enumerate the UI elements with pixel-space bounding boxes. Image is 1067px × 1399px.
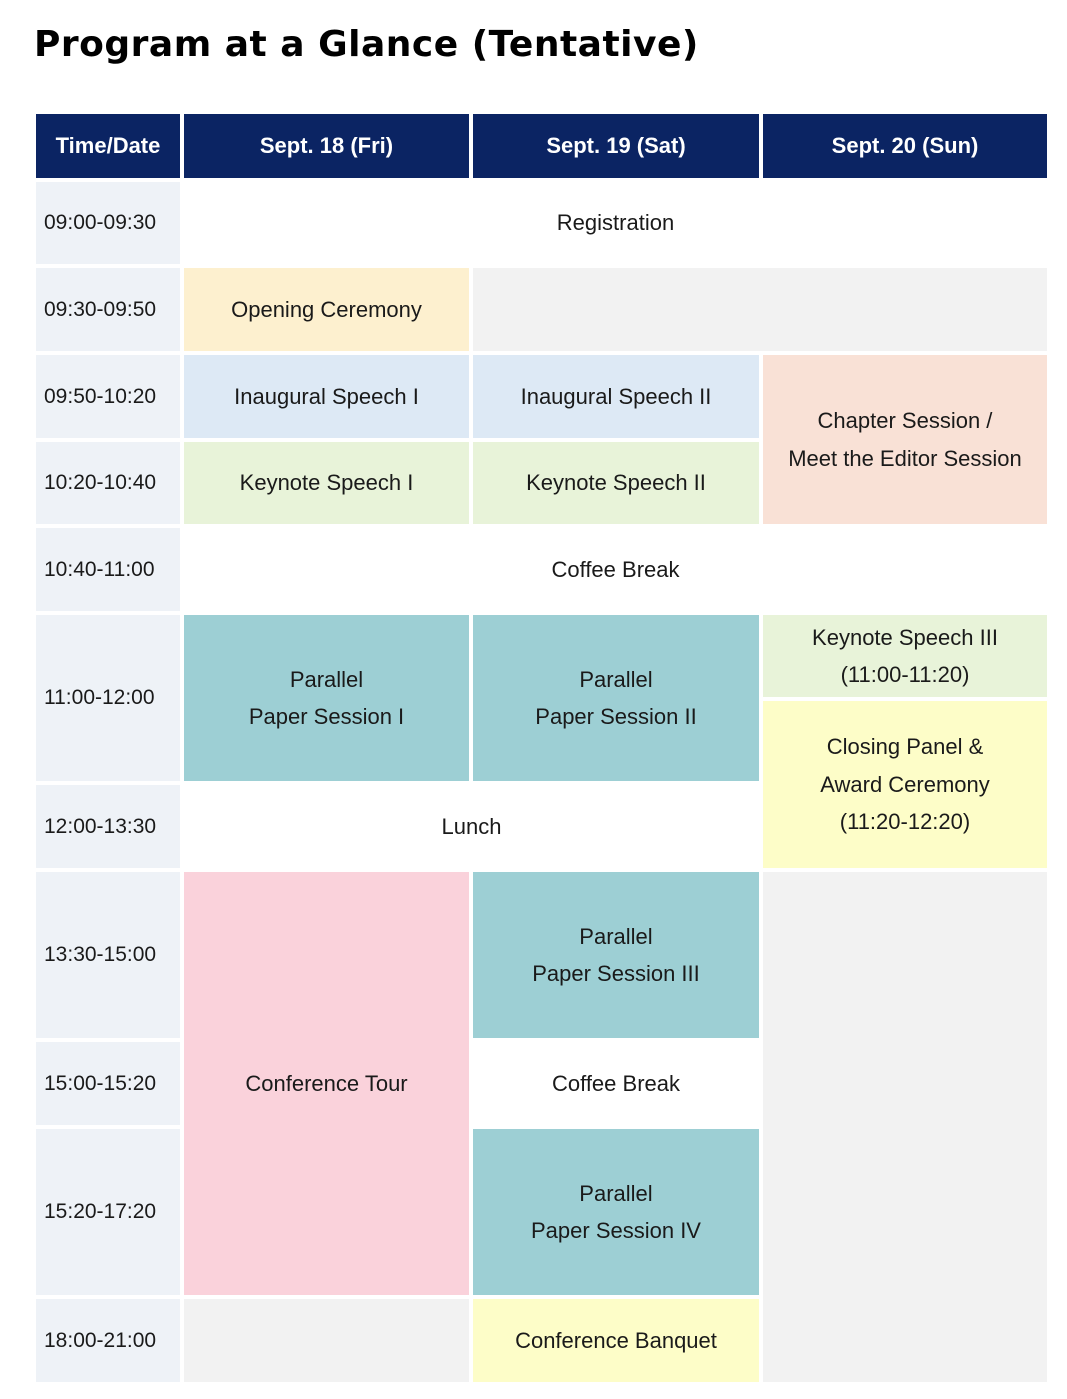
empty-slot [184, 1299, 469, 1382]
header-day-sept-18: Sept. 18 (Fri) [184, 114, 469, 178]
header-time-date: Time/Date [36, 114, 180, 178]
sept-20-late-morning [763, 615, 1047, 868]
time-slot: 15:20-17:20 [36, 1129, 180, 1295]
event-registration: Registration [184, 182, 1047, 264]
event-coffee-break: Coffee Break [184, 528, 1047, 611]
time-slot: 18:00-21:00 [36, 1299, 180, 1382]
header-day-sept-20: Sept. 20 (Sun) [763, 114, 1047, 178]
event-parallel-session-4: Parallel Paper Session IV [473, 1129, 759, 1295]
time-slot: 13:30-15:00 [36, 872, 180, 1038]
event-conference-banquet: Conference Banquet [473, 1299, 759, 1382]
event-parallel-session-1: Parallel Paper Session I [184, 615, 469, 781]
event-inaugural-speech-1: Inaugural Speech I [184, 355, 469, 438]
event-parallel-session-2: Parallel Paper Session II [473, 615, 759, 781]
empty-slot [473, 268, 1047, 351]
event-conference-tour: Conference Tour [184, 872, 469, 1295]
event-closing-panel: Closing Panel & Award Ceremony (11:20-12:20) [763, 701, 1047, 868]
page-title: Program at a Glance (Tentative) [34, 24, 699, 65]
time-slot: 09:00-09:30 [36, 182, 180, 264]
time-slot: 10:20-10:40 [36, 442, 180, 524]
event-inaugural-speech-2: Inaugural Speech II [473, 355, 759, 438]
event-keynote-speech-3: Keynote Speech III (11:00-11:20) [763, 615, 1047, 697]
header-day-sept-19: Sept. 19 (Sat) [473, 114, 759, 178]
time-slot: 12:00-13:30 [36, 785, 180, 868]
program-table [36, 114, 1046, 1373]
event-keynote-speech-1: Keynote Speech I [184, 442, 469, 524]
time-slot: 09:50-10:20 [36, 355, 180, 438]
time-slot: 10:40-11:00 [36, 528, 180, 611]
event-parallel-session-3: Parallel Paper Session III [473, 872, 759, 1038]
time-slot: 09:30-09:50 [36, 268, 180, 351]
time-slot: 15:00-15:20 [36, 1042, 180, 1125]
event-keynote-speech-2: Keynote Speech II [473, 442, 759, 524]
event-opening-ceremony: Opening Ceremony [184, 268, 469, 351]
event-coffee-break: Coffee Break [473, 1042, 759, 1125]
event-chapter-session: Chapter Session / Meet the Editor Session [763, 355, 1047, 524]
empty-slot [763, 872, 1047, 1382]
event-lunch: Lunch [184, 785, 759, 868]
time-slot: 11:00-12:00 [36, 615, 180, 781]
